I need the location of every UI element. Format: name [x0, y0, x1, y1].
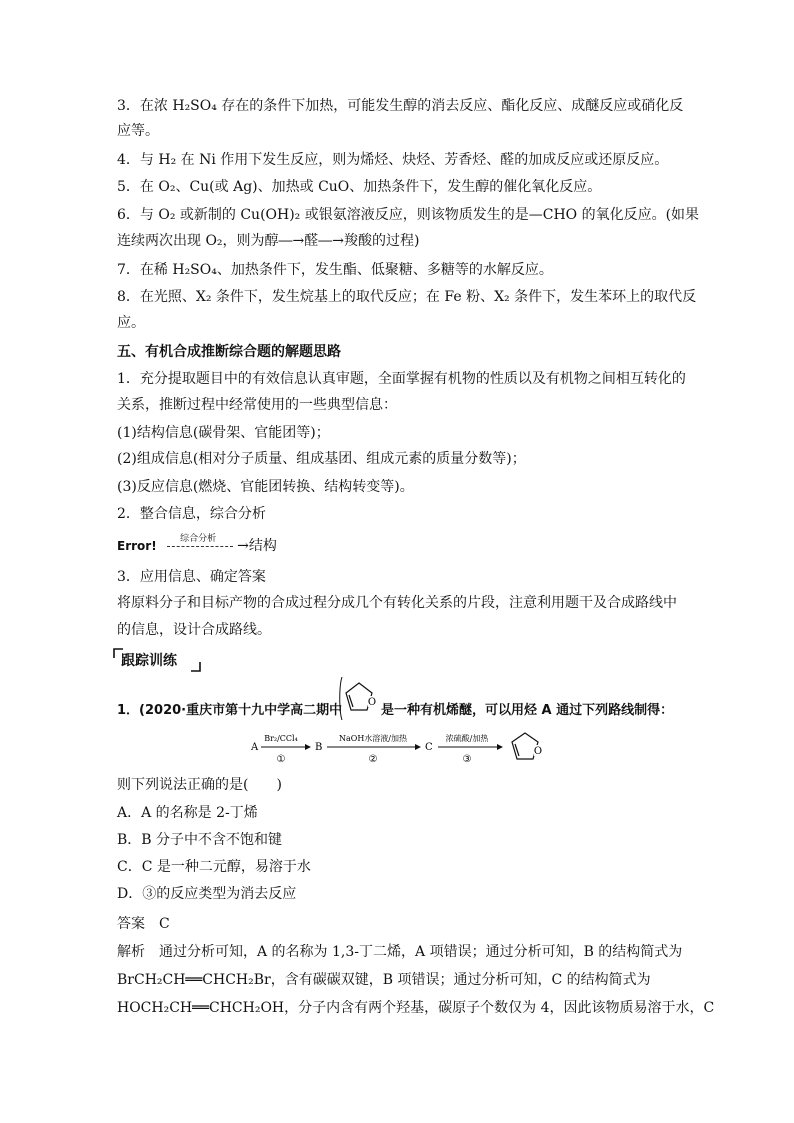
- text-info-1: (1)结构信息(碳骨架、官能团等)；: [117, 425, 330, 441]
- text-point-3-body: 将原料分子和目标产物的合成过程分成几个有转化关系的片段，注意利用题干及合成路线中: [117, 595, 677, 611]
- option-c: C．C 是一种二元醇，易溶于水: [117, 859, 311, 875]
- route-step2-label: NaOH水溶液/加热: [339, 734, 407, 743]
- flow-line: [117, 535, 277, 557]
- text-line-6: 6．与 O₂ 或新制的 Cu(OH)₂ 或银氨溶液反应，则该物质发生的是—CHO 的氧化反应。(如果: [117, 207, 700, 223]
- route-step1-no: ①: [276, 754, 286, 765]
- analysis-line-1: 解析 通过分析可知，A 的名称为 1,3-丁二烯，A 项错误；通过分析可知，B 的结构简式为: [117, 944, 683, 960]
- text-line-8-cont: 应。: [117, 315, 145, 331]
- text-line-3: 3．在浓 H₂SO₄ 存在的条件下加热，可能发生醇的消去反应、酯化反应、成醚反应或硝化反: [117, 98, 684, 114]
- text-point-2: 2．整合信息，综合分析: [117, 506, 266, 522]
- question-prompt: 则下列说法正确的是( ): [117, 777, 282, 793]
- option-b: B．B 分子中不含不饱和键: [117, 832, 283, 848]
- text-line-3-cont: 应等。: [117, 123, 159, 139]
- dihydrofuran-structure-icon: [339, 676, 379, 722]
- route-A: A: [251, 742, 259, 753]
- text-info-3: (3)反应信息(燃烧、官能团转换、结构转变等)。: [117, 479, 414, 495]
- route-B: B: [315, 742, 323, 753]
- product-ring-oxygen: O: [533, 746, 543, 757]
- synthesis-route: [245, 726, 565, 772]
- route-step2-no: ②: [368, 754, 378, 765]
- route-step1-label: Br₂/CCl₄: [264, 734, 298, 743]
- route-step3-label: 浓硫酸/加热: [445, 734, 489, 743]
- product-ring-icon: [512, 733, 543, 759]
- route-C: C: [425, 742, 433, 753]
- question-stem-prefix: 1．(2020·重庆市第十九中学高二期中: [117, 703, 343, 718]
- flow-arrow-label: 综合分析: [180, 534, 217, 544]
- route-step3-no: ③: [462, 754, 472, 765]
- analysis-line-3: HOCH₂CH══CHCH₂OH，分子内含有两个羟基，碳原子个数仅为 4，因此该物质易溶于水，C: [117, 1000, 715, 1016]
- text-info-2: (2)组成信息(相对分子质量、组成基团、组成元素的质量分数等)；: [117, 451, 526, 467]
- flow-error: Error!: [117, 539, 157, 553]
- option-a: A．A 的名称是 2-丁烯: [117, 805, 258, 821]
- question-stem-suffix: 是一种有机烯醚，可以用烃 A 通过下列路线制得：: [381, 703, 674, 718]
- text-point-3-body-cont: 的信息，设计合成路线。: [117, 622, 271, 638]
- flow-result: →结构: [237, 538, 277, 554]
- text-line-5: 5．在 O₂、Cu(或 Ag)、加热或 CuO、加热条件下，发生醇的催化氧化反应。: [117, 179, 602, 195]
- text-point-1-cont: 关系，推断过程中经常使用的一些典型信息：: [117, 397, 397, 413]
- analysis-line-2: BrCH₂CH══CHCH₂Br，含有碳碳双键，B 项错误；通过分析可知，C 的结构简式为: [117, 972, 651, 988]
- text-line-7: 7．在稀 H₂SO₄、加热条件下，发生酯、低聚糖、多糖等的水解反应。: [117, 262, 553, 278]
- section-heading-5: 五、有机合成推断综合题的解题思路: [117, 344, 341, 360]
- ring-oxygen: O: [367, 697, 377, 708]
- text-line-8: 8．在光照、X₂ 条件下，发生烷基上的取代反应；在 Fe 粉、X₂ 条件下，发生苯环上的取代反: [117, 289, 697, 305]
- text-line-4: 4．与 H₂ 在 Ni 作用下发生反应，则为烯烃、炔烃、芳香烃、醛的加成反应或还原反应。: [117, 152, 669, 168]
- answer: 答案 C: [117, 916, 170, 932]
- text-point-3: 3．应用信息、确定答案: [117, 569, 266, 585]
- section-title: 跟踪训练: [121, 653, 177, 669]
- option-d: D．③的反应类型为消去反应: [117, 886, 297, 902]
- text-point-1: 1．充分提取题目中的有效信息认真审题，全面掌握有机物的性质以及有机物之间相互转化的: [117, 371, 686, 387]
- flow-arrow: [167, 536, 237, 556]
- text-line-6-cont: 连续两次出现 O₂，则为醇―→醛―→羧酸的过程): [117, 233, 420, 249]
